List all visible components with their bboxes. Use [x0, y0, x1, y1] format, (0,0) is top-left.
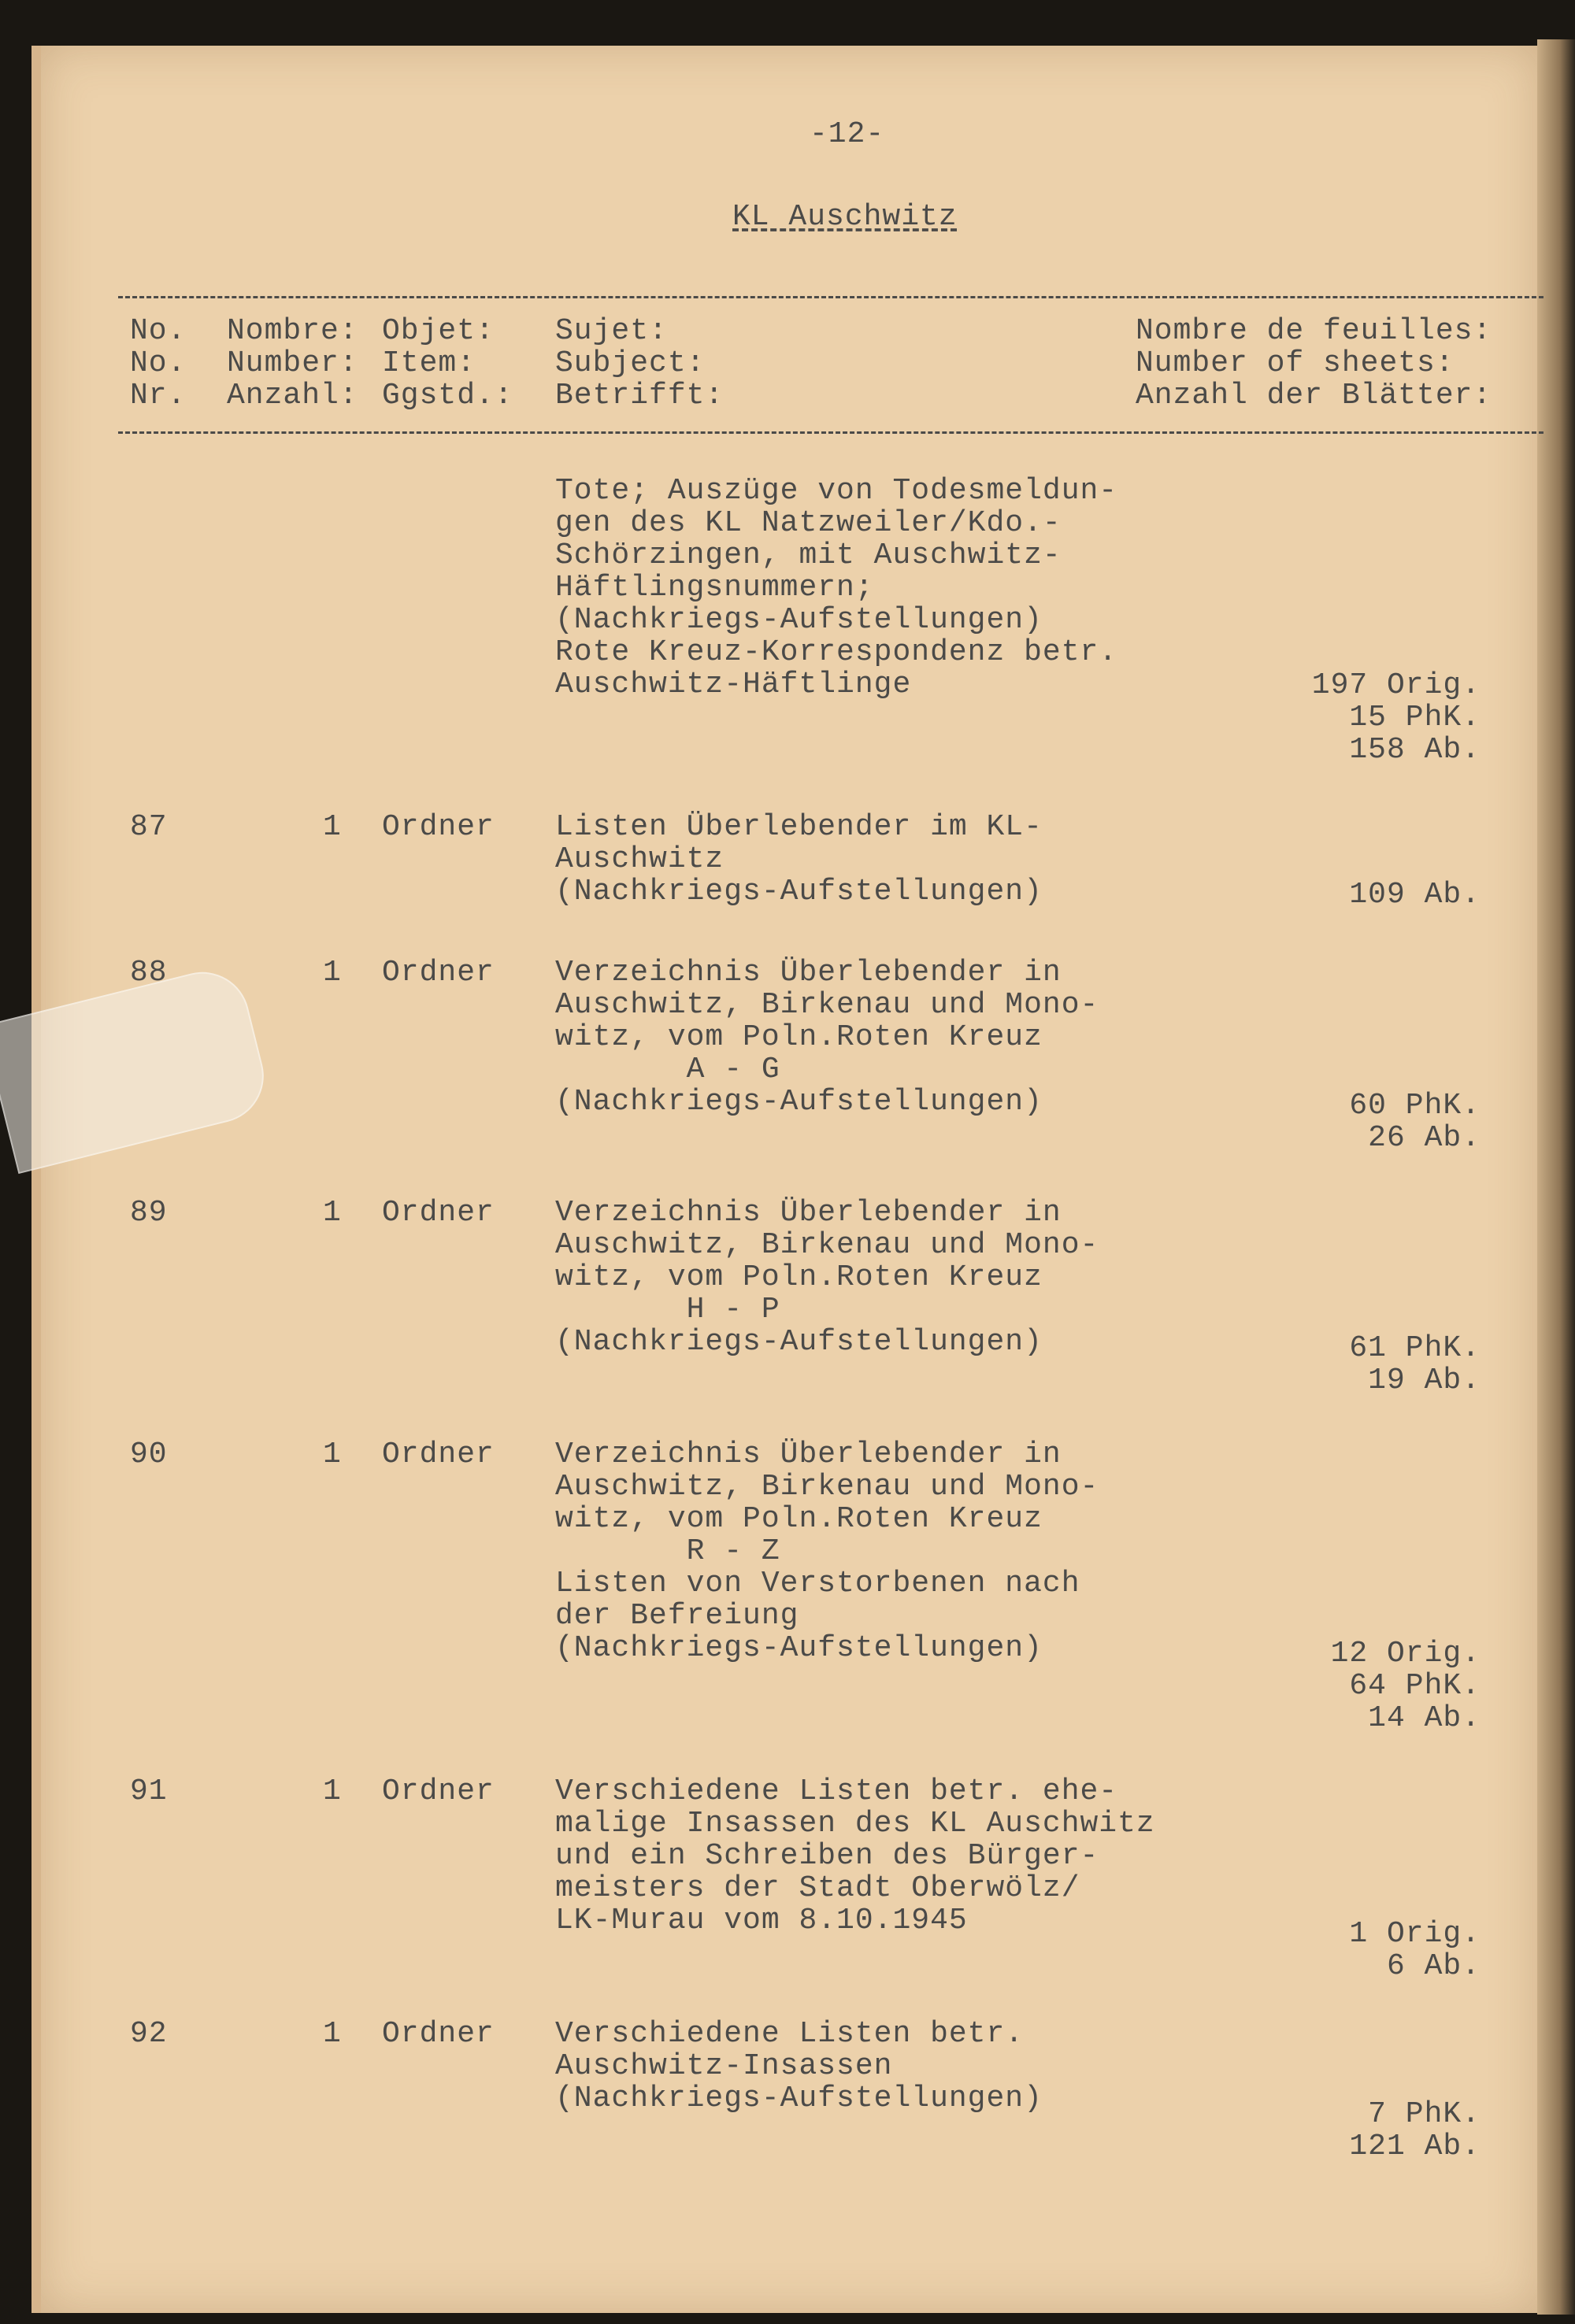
- entry-item: Ordner: [382, 1196, 495, 1230]
- page-number: -12-: [810, 117, 885, 151]
- entry-number: 1: [323, 1438, 342, 1471]
- entry-sheets: 12 Orig. 64 PhK. 14 Ab.: [1330, 1637, 1480, 1735]
- header-no: No. No. Nr.: [130, 314, 187, 413]
- entry-subject: Verzeichnis Überlebender in Auschwitz, Birkenau und Mono- witz, vom Poln.Roten Kreuz H - P (Nachkriegs-Aufstellungen): [555, 1196, 1099, 1359]
- header-sheets: Nombre de feuilles: Number of sheets: Anzahl der Blätter:: [1136, 314, 1492, 413]
- entry-no: 92: [130, 2017, 168, 2051]
- header-subject: Sujet: Subject: Betrifft:: [555, 314, 724, 413]
- entry-item: Ordner: [382, 1438, 495, 1471]
- header-bottom-rule: [118, 431, 1544, 434]
- entry-number: 1: [323, 2017, 342, 2051]
- entry-subject: Verschiedene Listen betr. ehe- malige Insassen des KL Auschwitz und ein Schreiben des Bürger- meisters der Stadt Oberwölz/ LK-Murau vom 8.10.1945: [555, 1774, 1155, 1937]
- entry-item: Ordner: [382, 2017, 495, 2051]
- entry-item: Ordner: [382, 810, 495, 844]
- entry-sheets: 197 Orig. 15 PhK. 158 Ab.: [1311, 668, 1480, 767]
- entry-sheets: 7 PhK. 121 Ab.: [1349, 2097, 1480, 2163]
- entry-subject: Tote; Auszüge von Todesmeldun- gen des KL Natzweiler/Kdo.- Schörzingen, mit Auschwitz- Häftlingsnummern; (Nachkriegs-Aufstellungen) Rote Kreuz-Korrespondenz betr. Auschwitz-Häftlinge: [555, 474, 1118, 701]
- entry-item: Ordner: [382, 1774, 495, 1808]
- entry-sheets: 60 PhK. 26 Ab.: [1349, 1089, 1480, 1155]
- entry-sheets: 61 PhK. 19 Ab.: [1349, 1331, 1480, 1397]
- header-top-rule: [118, 296, 1544, 298]
- header-number: Nombre: Number: Anzahl:: [227, 314, 358, 413]
- entry-number: 1: [323, 1774, 342, 1808]
- entry-subject: Verschiedene Listen betr. Auschwitz-Insassen (Nachkriegs-Aufstellungen): [555, 2017, 1043, 2115]
- entry-no: 88: [130, 956, 168, 990]
- header-item: Objet: Item: Ggstd.:: [382, 314, 513, 413]
- entry-subject: Listen Überlebender im KL- Auschwitz (Nachkriegs-Aufstellungen): [555, 810, 1043, 909]
- entry-sheets: 109 Ab.: [1349, 878, 1480, 912]
- entry-subject: Verzeichnis Überlebender in Auschwitz, Birkenau und Mono- witz, vom Poln.Roten Kreuz R - Z Listen von Verstorbenen nach der Befreiung (Nachkriegs-Aufstellungen): [555, 1438, 1099, 1665]
- page-right-edge: [1537, 39, 1575, 2315]
- entry-no: 87: [130, 810, 168, 844]
- document-title: KL Auschwitz: [732, 200, 958, 234]
- entry-no: 89: [130, 1196, 168, 1230]
- entry-item: Ordner: [382, 956, 495, 990]
- entry-subject: Verzeichnis Überlebender in Auschwitz, Birkenau und Mono- witz, vom Poln.Roten Kreuz A - G (Nachkriegs-Aufstellungen): [555, 956, 1099, 1119]
- entry-no: 91: [130, 1774, 168, 1808]
- entry-number: 1: [323, 1196, 342, 1230]
- entry-number: 1: [323, 810, 342, 844]
- entry-number: 1: [323, 956, 342, 990]
- entry-no: 90: [130, 1438, 168, 1471]
- entry-sheets: 1 Orig. 6 Ab.: [1349, 1917, 1480, 1983]
